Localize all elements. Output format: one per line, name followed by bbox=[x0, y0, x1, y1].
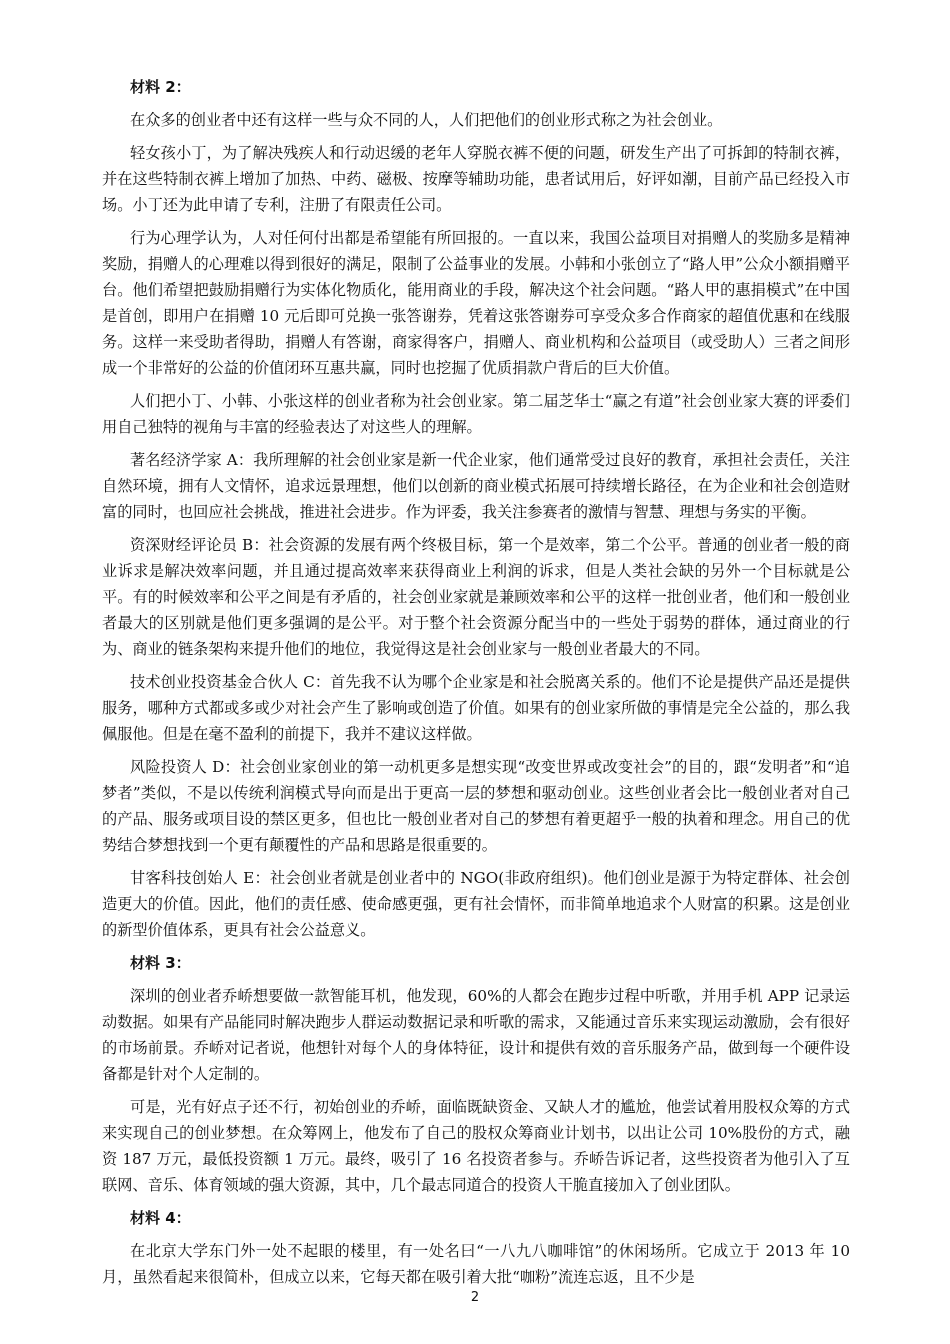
page-number: 2 bbox=[470, 1290, 480, 1305]
paragraph: 深圳的创业者乔峤想要做一款智能耳机，他发现，60%的人都会在跑步过程中听歌，并用手机 APP 记录运动数据。如果有产品能同时解决跑步人群运动数据记录和听歌的需求，又能通过音乐来实现运动激励，会有很好的市场前景。乔峤对记者说，他想针对每个人的身体特征，设计和提供有效的音乐服务产品，做到每一个硬件设备都是针对个人定制的。 bbox=[102, 987, 850, 1083]
section-heading-material-4: 材料 4： bbox=[130, 1209, 191, 1227]
paragraph: 技术创业投资基金合伙人 C：首先我不认为哪个企业家是和社会脱离关系的。他们不论是提供产品还是提供服务，哪种方式都或多或少对社会产生了影响或创造了价值。如果有的创业家所做的事情是完全公益的，那么我佩服他。但是在毫不盈利的前提下，我并不建议这样做。 bbox=[102, 673, 850, 743]
paragraph: 轻女孩小丁，为了解决残疾人和行动迟缓的老年人穿脱衣裤不便的问题，研发生产出了可拆卸的特制衣裤，并在这些特制衣裤上增加了加热、中药、磁极、按摩等辅助功能，患者试用后，好评如潮，目前产品已经投入市场。小丁还为此申请了专利，注册了有限责任公司。 bbox=[102, 144, 850, 214]
paragraph: 甘客科技创始人 E：社会创业者就是创业者中的 NGO(非政府组织)。他们创业是源于为特定群体、社会创造更大的价值。因此，他们的责任感、使命感更强，更有社会情怀，而非简单地追求个人财富的积累。这是创业的新型价值体系，更具有社会公益意义。 bbox=[102, 869, 850, 939]
paragraph: 在众多的创业者中还有这样一些与众不同的人，人们把他们的创业形式称之为社会创业。 bbox=[130, 111, 723, 129]
paragraph: 行为心理学认为，人对任何付出都是希望能有所回报的。一直以来，我国公益项目对捐赠人的奖励多是精神奖励，捐赠人的心理难以得到很好的满足，限制了公益事业的发展。小韩和小张创立了“路人甲”公众小额捐赠平台。他们希望把鼓励捐赠行为实体化物质化，能用商业的手段，解决这个社会问题。“路人甲的惠捐模式”在中国是首创，即用户在捐赠 10 元后即可兑换一张答谢券，凭着这张答谢券可享受众多合作商家的超值优惠和在线服务。这样一来受助者得助，捐赠人有答谢，商家得客户，捐赠人、商业机构和公益项目（或受助人）三者之间形成一个非常好的公益的价值闭环互惠共赢，同时也挖掘了优质捐款户背后的巨大价值。 bbox=[102, 229, 850, 377]
paragraph: 人们把小丁、小韩、小张这样的创业者称为社会创业家。第二届芝华士“赢之有道”社会创业家大赛的评委们用自己独特的视角与丰富的经验表达了对这些人的理解。 bbox=[102, 392, 850, 436]
paragraph: 著名经济学家 A：我所理解的社会创业家是新一代企业家，他们通常受过良好的教育，承担社会责任，关注自然环境，拥有人文情怀，追求远景理想，他们以创新的商业模式拓展可持续增长路径，在为企业和社会创造财富的同时，也回应社会挑战，推进社会进步。作为评委，我关注参赛者的激情与智慧、理想与务实的平衡。 bbox=[102, 451, 850, 521]
paragraph: 资深财经评论员 B：社会资源的发展有两个终极目标，第一个是效率，第二个公平。普通的创业者一般的商业诉求是解决效率问题，并且通过提高效率来获得商业上利润的诉求，但是人类社会缺的另外一个目标就是公平。有的时候效率和公平之间是有矛盾的，社会创业家就是兼顾效率和公平的这样一批创业者，他们和一般创业者最大的区别就是他们更多强调的是公平。对于整个社会资源分配当中的一些处于弱势的群体，通过商业的行为、商业的链条架构来提升他们的地位，我觉得这是社会创业家与一般创业者最大的不同。 bbox=[102, 536, 850, 658]
paragraph: 风险投资人 D：社会创业家创业的第一动机更多是想实现“改变世界或改变社会”的目的，跟“发明者”和“追梦者”类似，不是以传统利润模式导向而是出于更高一层的梦想和驱动创业。这些创业者会比一般创业者对自己的产品、服务或项目设的禁区更多，但也比一般创业者对自己的梦想有着更超乎一般的执着和理念。用自己的优势结合梦想找到一个更有颠覆性的产品和思路是很重要的。 bbox=[102, 758, 850, 854]
section-heading-material-2: 材料 2： bbox=[130, 78, 191, 96]
document-body bbox=[102, 74, 850, 1297]
section-heading-material-3: 材料 3： bbox=[130, 954, 191, 972]
paragraph: 可是，光有好点子还不行，初始创业的乔峤，面临既缺资金、又缺人才的尴尬，他尝试着用股权众筹的方式来实现自己的创业梦想。在众筹网上，他发布了自己的股权众筹商业计划书，以出让公司 10%股份的方式，融资 187 万元，最低投资额 1 万元。最终，吸引了 16 名投资者参与。乔峤告诉记者，这些投资者为他引入了互联网、音乐、体育领域的强大资源，其中，几个最志同道合的投资人干脆直接加入了创业团队。 bbox=[102, 1098, 850, 1194]
paragraph: 在北京大学东门外一处不起眼的楼里，有一处名曰“一八九八咖啡馆”的休闲场所。它成立于 2013 年 10 月，虽然看起来很简朴，但成立以来，它每天都在吸引着大批“咖粉”流连忘返，且不少是 bbox=[102, 1242, 850, 1286]
